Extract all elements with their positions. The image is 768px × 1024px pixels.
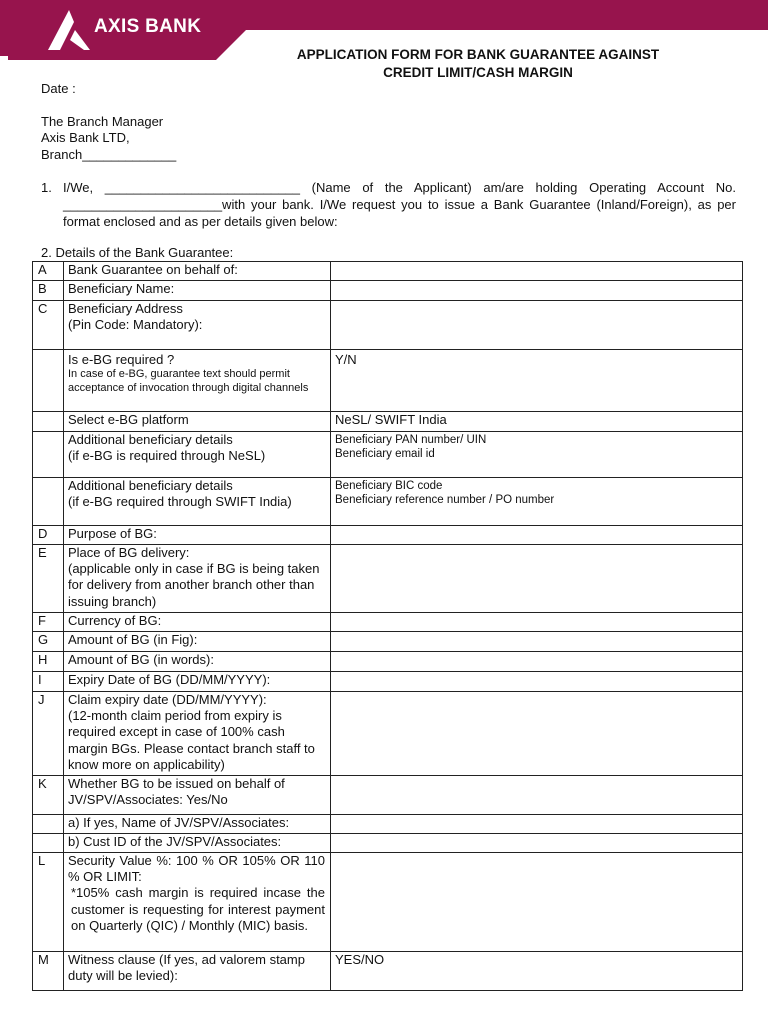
table-row — [33, 613, 743, 632]
table-row — [33, 672, 743, 692]
row-id — [33, 815, 64, 834]
row-label: Purpose of BG: — [64, 526, 331, 545]
table-row — [33, 776, 743, 815]
row-value-cell[interactable] — [331, 478, 743, 526]
row-label: Additional beneficiary details — [68, 432, 233, 447]
row-label: Beneficiary Address — [68, 301, 183, 316]
row-id: K — [33, 776, 64, 815]
row-label: Claim expiry date (DD/MM/YYYY): — [68, 692, 267, 707]
row-value-cell[interactable] — [331, 432, 743, 478]
table-row — [33, 834, 743, 853]
row-label: Witness clause (If yes, ad valorem stamp duty will be levied): — [64, 952, 331, 991]
row-id — [33, 478, 64, 526]
bank-guarantee-details-table — [32, 261, 743, 991]
row-label-note: (if e-BG is required through NeSL) — [68, 448, 266, 464]
paragraph-text-b: ______________________with your bank. I/We request you to issue a Bank Guarantee (Inland/Foreign), as per format enclosed and as per details given below: — [63, 197, 736, 229]
ebg-platform-value[interactable]: NeSL/ SWIFT India — [331, 412, 743, 432]
row-label-cell — [64, 432, 331, 478]
row-id: H — [33, 652, 64, 672]
row-label-cell — [64, 350, 331, 412]
row-value-cell[interactable] — [331, 545, 743, 613]
row-label: Currency of BG: — [64, 613, 331, 632]
applicant-paragraph — [41, 179, 736, 230]
row-value-cell[interactable] — [331, 834, 743, 853]
row-label: Security Value %: 100 % OR 105% OR 110 % OR LIMIT: — [68, 853, 325, 885]
row-id: C — [33, 301, 64, 350]
table-row — [33, 545, 743, 613]
row-value-cell[interactable] — [331, 301, 743, 350]
row-value-cell[interactable] — [331, 776, 743, 815]
row-value-cell[interactable] — [331, 652, 743, 672]
row-label: Select e-BG platform — [64, 412, 331, 432]
table-row — [33, 412, 743, 432]
table-row — [33, 301, 743, 350]
row-value-cell[interactable] — [331, 281, 743, 301]
table-row — [33, 432, 743, 478]
address-line-1: The Branch Manager — [41, 114, 164, 129]
brand-name: AXIS BANK — [94, 16, 202, 37]
swift-bic-label: Beneficiary BIC code — [335, 480, 443, 492]
table-row — [33, 262, 743, 281]
row-label-cell — [64, 692, 331, 776]
row-id: J — [33, 692, 64, 776]
row-label: Amount of BG (in words): — [64, 652, 331, 672]
row-label-note: *105% cash margin is required incase the customer is requesting for interest payment on Quarterly (QIC) / Monthly (MIC) basis. — [71, 885, 325, 933]
row-label-note: (Pin Code: Mandatory): — [68, 317, 203, 333]
nesl-email-label: Beneficiary email id — [335, 448, 435, 460]
row-label: Additional beneficiary details — [68, 478, 233, 493]
row-label-note: (12-month claim period from expiry is required except in case of 100% cash margin BGs. Please contact branch staff to know more on applicability) — [68, 708, 315, 772]
address-line-3: Branch_____________ — [41, 147, 177, 162]
table-row — [33, 350, 743, 412]
row-label-cell — [64, 301, 331, 350]
nesl-pan-label: Beneficiary PAN number/ UIN — [335, 434, 487, 446]
row-label: Beneficiary Name: — [64, 281, 331, 301]
table-row — [33, 853, 743, 952]
row-label-cell — [64, 853, 331, 952]
ebg-required-value[interactable]: Y/N — [331, 350, 743, 412]
table-row — [33, 632, 743, 652]
row-id — [33, 350, 64, 412]
row-id — [33, 432, 64, 478]
form-title — [200, 46, 756, 82]
row-value-cell[interactable] — [331, 672, 743, 692]
witness-clause-value[interactable]: YES/NO — [331, 952, 743, 991]
row-label: a) If yes, Name of JV/SPV/Associates: — [64, 815, 331, 834]
row-value-cell[interactable] — [331, 692, 743, 776]
paragraph-text-a: I/We, ___________________________ (Name of the Applicant) am/are holding Operating Account No. — [63, 180, 736, 195]
row-id: L — [33, 853, 64, 952]
row-value-cell[interactable] — [331, 262, 743, 281]
row-value-cell[interactable] — [331, 526, 743, 545]
row-id: D — [33, 526, 64, 545]
date-label: Date : — [41, 81, 76, 96]
row-label: Amount of BG (in Fig): — [64, 632, 331, 652]
row-label-note: (applicable only in case if BG is being taken for delivery from another branch other than issuing branch) — [68, 561, 320, 609]
table-row — [33, 478, 743, 526]
row-id — [33, 834, 64, 853]
swift-reference-label: Beneficiary reference number / PO number — [335, 494, 555, 506]
row-label-note: (if e-BG required through SWIFT India) — [68, 494, 292, 510]
table-row — [33, 652, 743, 672]
row-label: Expiry Date of BG (DD/MM/YYYY): — [64, 672, 331, 692]
table-row — [33, 815, 743, 834]
row-label: Bank Guarantee on behalf of: — [64, 262, 331, 281]
row-label-note: In case of e-BG, guarantee text should permit acceptance of invocation through digital channels — [68, 368, 309, 394]
form-title-line2: CREDIT LIMIT/CASH MARGIN — [383, 65, 573, 80]
row-id: A — [33, 262, 64, 281]
table-row — [33, 526, 743, 545]
address-line-2: Axis Bank LTD, — [41, 130, 130, 145]
row-id: I — [33, 672, 64, 692]
row-value-cell[interactable] — [331, 613, 743, 632]
row-label-cell — [64, 478, 331, 526]
row-id: G — [33, 632, 64, 652]
row-label: Whether BG to be issued on behalf of JV/SPV/Associates: Yes/No — [64, 776, 331, 815]
row-value-cell[interactable] — [331, 632, 743, 652]
row-value-cell[interactable] — [331, 853, 743, 952]
table-row — [33, 281, 743, 301]
row-label: Is e-BG required ? — [68, 352, 175, 367]
row-id: E — [33, 545, 64, 613]
row-label: b) Cust ID of the JV/SPV/Associates: — [64, 834, 331, 853]
row-label: Place of BG delivery: — [68, 545, 190, 560]
form-title-line1: APPLICATION FORM FOR BANK GUARANTEE AGAINST — [296, 47, 660, 62]
row-id — [33, 412, 64, 432]
section-2-heading: 2. Details of the Bank Guarantee: — [41, 245, 234, 260]
row-id: M — [33, 952, 64, 991]
row-value-cell[interactable] — [331, 815, 743, 834]
paragraph-number: 1. — [41, 180, 52, 195]
row-label-cell — [64, 545, 331, 613]
row-id: F — [33, 613, 64, 632]
table-row — [33, 692, 743, 776]
table-row — [33, 952, 743, 991]
row-id: B — [33, 281, 64, 301]
